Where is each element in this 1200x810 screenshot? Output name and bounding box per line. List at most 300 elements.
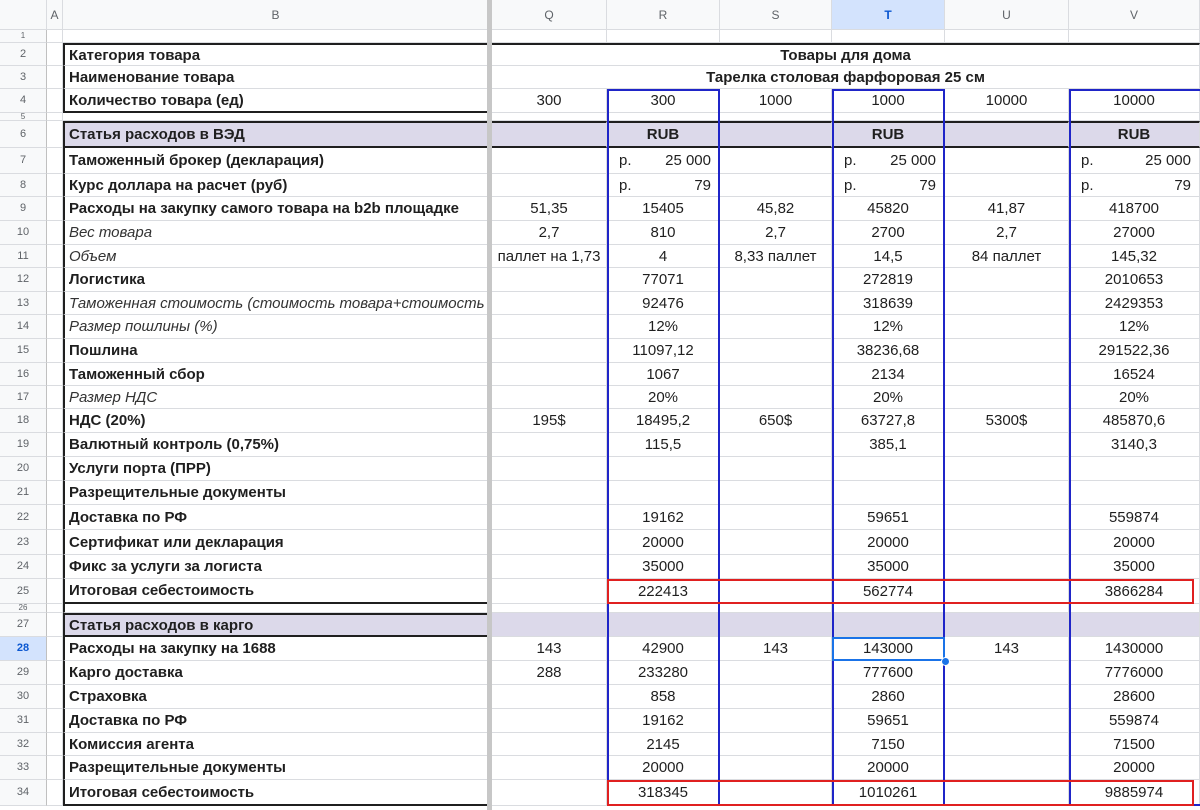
cell-u[interactable] <box>945 709 1069 733</box>
cell-v[interactable]: 2429353 <box>1069 292 1200 315</box>
cell-s[interactable] <box>720 386 832 409</box>
cell-t[interactable]: 562774 <box>832 579 945 604</box>
row-label-cell[interactable]: Фикс за услуги за логиста <box>63 555 489 579</box>
cell-s[interactable] <box>720 457 832 481</box>
row-label-cell[interactable]: НДС (20%) <box>63 409 489 433</box>
cell-s[interactable] <box>720 30 832 43</box>
cell-u[interactable] <box>945 756 1069 780</box>
cell-a[interactable] <box>47 89 63 113</box>
cell-s[interactable] <box>720 685 832 709</box>
cell-u[interactable] <box>945 481 1069 505</box>
cell-q[interactable]: паллет на 1,73 <box>492 245 607 268</box>
cell-q[interactable] <box>492 604 607 613</box>
row-label-cell[interactable] <box>63 604 489 613</box>
cell-a[interactable] <box>47 505 63 530</box>
cell-q[interactable] <box>492 457 607 481</box>
cell-v[interactable]: 9885974 <box>1069 780 1200 806</box>
cell-u[interactable] <box>945 148 1069 174</box>
cell-s[interactable] <box>720 709 832 733</box>
cell-s[interactable] <box>720 121 832 148</box>
cell-a[interactable] <box>47 780 63 806</box>
cell-r[interactable]: 42900 <box>607 637 720 661</box>
row-header-20[interactable]: 20 <box>0 457 47 481</box>
cell-a[interactable] <box>47 604 63 613</box>
row-label-cell[interactable]: Таможенная стоимость (стоимость товара+стоимость <box>63 292 489 315</box>
cell-s[interactable] <box>720 363 832 386</box>
cell-s[interactable] <box>720 315 832 339</box>
cell-q[interactable] <box>492 579 607 604</box>
cell-s[interactable] <box>720 148 832 174</box>
cell-t[interactable]: 12% <box>832 315 945 339</box>
row-header-9[interactable]: 9 <box>0 197 47 221</box>
cell-u[interactable] <box>945 780 1069 806</box>
cell-r[interactable]: 318345 <box>607 780 720 806</box>
row-header-19[interactable]: 19 <box>0 433 47 457</box>
cell-v[interactable]: 71500 <box>1069 733 1200 756</box>
cell-r[interactable]: 19162 <box>607 709 720 733</box>
column-header-s[interactable]: S <box>720 0 832 30</box>
row-header-34[interactable]: 34 <box>0 780 47 806</box>
cell-v[interactable]: 3866284 <box>1069 579 1200 604</box>
cell-u[interactable] <box>945 457 1069 481</box>
cell-q[interactable]: 143 <box>492 637 607 661</box>
cell-u[interactable] <box>945 113 1069 121</box>
cell-t[interactable]: 1000 <box>832 89 945 113</box>
row-label-cell[interactable] <box>63 113 489 121</box>
cell-r[interactable]: 858 <box>607 685 720 709</box>
row-label-cell[interactable]: Логистика <box>63 268 489 292</box>
cell-a[interactable] <box>47 268 63 292</box>
cell-a[interactable] <box>47 685 63 709</box>
row-header-18[interactable]: 18 <box>0 409 47 433</box>
row-header-33[interactable]: 33 <box>0 756 47 780</box>
cell-q[interactable] <box>492 613 607 637</box>
row-header-14[interactable]: 14 <box>0 315 47 339</box>
cell-q[interactable] <box>492 733 607 756</box>
cell-v[interactable] <box>1069 613 1200 637</box>
cell-a[interactable] <box>47 386 63 409</box>
cell-s[interactable] <box>720 661 832 685</box>
cell-a[interactable] <box>47 245 63 268</box>
cell-t[interactable]: 45820 <box>832 197 945 221</box>
column-header-r[interactable]: R <box>607 0 720 30</box>
merged-header-cell[interactable]: Товары для дома <box>492 43 1200 66</box>
cell-u[interactable]: 10000 <box>945 89 1069 113</box>
cell-r[interactable]: 92476 <box>607 292 720 315</box>
cell-s[interactable] <box>720 433 832 457</box>
row-header-23[interactable]: 23 <box>0 530 47 555</box>
cell-r[interactable] <box>607 457 720 481</box>
cell-v[interactable]: 145,32 <box>1069 245 1200 268</box>
row-header-10[interactable]: 10 <box>0 221 47 245</box>
cell-a[interactable] <box>47 363 63 386</box>
cell-t[interactable] <box>832 148 945 174</box>
cell-s[interactable]: 143 <box>720 637 832 661</box>
cell-s[interactable] <box>720 613 832 637</box>
cell-u[interactable] <box>945 433 1069 457</box>
cell-v[interactable]: 27000 <box>1069 221 1200 245</box>
row-label-cell[interactable]: Доставка по РФ <box>63 505 489 530</box>
cell-t[interactable]: 2134 <box>832 363 945 386</box>
cell-r[interactable]: 115,5 <box>607 433 720 457</box>
cell-u[interactable]: 41,87 <box>945 197 1069 221</box>
cell-a[interactable] <box>47 481 63 505</box>
cell-u[interactable] <box>945 661 1069 685</box>
cell-q[interactable] <box>492 339 607 363</box>
cell-u[interactable] <box>945 530 1069 555</box>
row-label-cell[interactable]: Страховка <box>63 685 489 709</box>
cell-q[interactable] <box>492 685 607 709</box>
cell-s[interactable] <box>720 339 832 363</box>
cell-a[interactable] <box>47 339 63 363</box>
cell-s[interactable] <box>720 505 832 530</box>
cell-r[interactable] <box>607 604 720 613</box>
cell-s[interactable] <box>720 113 832 121</box>
row-header-27[interactable]: 27 <box>0 613 47 637</box>
cell-r[interactable]: 20000 <box>607 530 720 555</box>
cell-t[interactable]: 20000 <box>832 530 945 555</box>
cell-q[interactable] <box>492 30 607 43</box>
cell-t[interactable]: 1010261 <box>832 780 945 806</box>
cell-q[interactable] <box>492 481 607 505</box>
cell-a[interactable] <box>47 709 63 733</box>
row-label-cell[interactable]: Комиссия агента <box>63 733 489 756</box>
cell-t[interactable]: 777600 <box>832 661 945 685</box>
cell-q[interactable]: 300 <box>492 89 607 113</box>
cell-r[interactable]: 35000 <box>607 555 720 579</box>
cell-s[interactable]: 650$ <box>720 409 832 433</box>
cell-a[interactable] <box>47 555 63 579</box>
cell-a[interactable] <box>47 148 63 174</box>
cell-a[interactable] <box>47 43 63 66</box>
cell-s[interactable] <box>720 555 832 579</box>
cell-q[interactable] <box>492 113 607 121</box>
row-header-6[interactable]: 6 <box>0 121 47 148</box>
row-header-24[interactable]: 24 <box>0 555 47 579</box>
row-label-cell[interactable] <box>63 30 489 43</box>
cell-s[interactable]: 8,33 паллет <box>720 245 832 268</box>
frozen-columns-divider[interactable] <box>487 0 492 810</box>
cell-v[interactable]: 28600 <box>1069 685 1200 709</box>
row-label-cell[interactable]: Расходы на закупку на 1688 <box>63 637 489 661</box>
cell-t[interactable]: 20% <box>832 386 945 409</box>
cell-s[interactable] <box>720 268 832 292</box>
cell-t[interactable]: 385,1 <box>832 433 945 457</box>
cell-v[interactable]: 12% <box>1069 315 1200 339</box>
cell-r[interactable]: RUB <box>607 121 720 148</box>
row-header-2[interactable]: 2 <box>0 43 47 66</box>
cell-u[interactable] <box>945 604 1069 613</box>
cell-v[interactable] <box>1069 174 1200 197</box>
row-label-cell[interactable]: Сертификат или декларация <box>63 530 489 555</box>
row-header-32[interactable]: 32 <box>0 733 47 756</box>
cell-r[interactable]: 2145 <box>607 733 720 756</box>
cell-v[interactable] <box>1069 113 1200 121</box>
cell-q[interactable] <box>492 505 607 530</box>
cell-u[interactable]: 5300$ <box>945 409 1069 433</box>
cell-u[interactable] <box>945 315 1069 339</box>
cell-u[interactable] <box>945 339 1069 363</box>
cell-a[interactable] <box>47 579 63 604</box>
cell-v[interactable]: 418700 <box>1069 197 1200 221</box>
cell-s[interactable] <box>720 481 832 505</box>
cell-v[interactable]: 20% <box>1069 386 1200 409</box>
cell-r[interactable]: 12% <box>607 315 720 339</box>
cell-a[interactable] <box>47 613 63 637</box>
cell-u[interactable]: 84 паллет <box>945 245 1069 268</box>
cell-u[interactable] <box>945 30 1069 43</box>
cell-v[interactable]: 10000 <box>1069 89 1200 113</box>
cell-v[interactable]: 20000 <box>1069 756 1200 780</box>
row-label-cell[interactable]: Пошлина <box>63 339 489 363</box>
cell-t[interactable]: 63727,8 <box>832 409 945 433</box>
column-header-u[interactable]: U <box>945 0 1069 30</box>
cell-r[interactable] <box>607 481 720 505</box>
cell-q[interactable] <box>492 530 607 555</box>
cell-v[interactable] <box>1069 30 1200 43</box>
row-header-5[interactable]: 5 <box>0 113 47 121</box>
row-label-cell[interactable]: Статья расходов в ВЭД <box>63 121 489 148</box>
row-label-cell[interactable]: Курс доллара на расчет (руб) <box>63 174 489 197</box>
row-header-11[interactable]: 11 <box>0 245 47 268</box>
cell-t[interactable]: 59651 <box>832 505 945 530</box>
row-label-cell[interactable]: Итоговая себестоимость <box>63 579 489 604</box>
cell-s[interactable] <box>720 174 832 197</box>
row-label-cell[interactable]: Вес товара <box>63 221 489 245</box>
row-label-cell[interactable]: Таможенный брокер (декларация) <box>63 148 489 174</box>
cell-r[interactable] <box>607 113 720 121</box>
cell-s[interactable]: 1000 <box>720 89 832 113</box>
row-header-30[interactable]: 30 <box>0 685 47 709</box>
row-header-4[interactable]: 4 <box>0 89 47 113</box>
cell-a[interactable] <box>47 530 63 555</box>
cell-a[interactable] <box>47 733 63 756</box>
cell-v[interactable] <box>1069 481 1200 505</box>
cell-s[interactable]: 2,7 <box>720 221 832 245</box>
row-label-cell[interactable]: Услуги порта (ПРР) <box>63 457 489 481</box>
cell-v[interactable]: 559874 <box>1069 505 1200 530</box>
row-label-cell[interactable]: Доставка по РФ <box>63 709 489 733</box>
cell-r[interactable]: 20% <box>607 386 720 409</box>
row-header-16[interactable]: 16 <box>0 363 47 386</box>
cell-r[interactable]: 77071 <box>607 268 720 292</box>
cell-q[interactable]: 195$ <box>492 409 607 433</box>
row-label-cell[interactable]: Размер НДС <box>63 386 489 409</box>
row-label-cell[interactable]: Разрещительные документы <box>63 756 489 780</box>
cell-v[interactable] <box>1069 148 1200 174</box>
cell-a[interactable] <box>47 221 63 245</box>
cell-q[interactable] <box>492 780 607 806</box>
cell-t[interactable]: 2860 <box>832 685 945 709</box>
column-header-b[interactable]: B <box>63 0 489 30</box>
cell-r[interactable]: 11097,12 <box>607 339 720 363</box>
cell-t[interactable]: 14,5 <box>832 245 945 268</box>
cell-u[interactable] <box>945 685 1069 709</box>
cell-t[interactable] <box>832 613 945 637</box>
column-header-a[interactable]: A <box>47 0 63 30</box>
cell-u[interactable] <box>945 174 1069 197</box>
cell-r[interactable]: 4 <box>607 245 720 268</box>
row-header-26[interactable]: 26 <box>0 604 47 613</box>
cell-t[interactable]: 2700 <box>832 221 945 245</box>
cell-s[interactable] <box>720 579 832 604</box>
cell-v[interactable]: 1430000 <box>1069 637 1200 661</box>
cell-u[interactable] <box>945 121 1069 148</box>
cell-u[interactable] <box>945 613 1069 637</box>
cell-a[interactable] <box>47 66 63 89</box>
cell-t[interactable]: 59651 <box>832 709 945 733</box>
cell-q[interactable]: 288 <box>492 661 607 685</box>
cell-u[interactable] <box>945 292 1069 315</box>
cell-u[interactable] <box>945 386 1069 409</box>
cell-q[interactable] <box>492 121 607 148</box>
cell-v[interactable]: 291522,36 <box>1069 339 1200 363</box>
cell-r[interactable]: 300 <box>607 89 720 113</box>
fill-handle[interactable] <box>941 657 950 666</box>
cell-t[interactable]: 318639 <box>832 292 945 315</box>
cell-a[interactable] <box>47 756 63 780</box>
column-header-v[interactable]: V <box>1069 0 1200 30</box>
cell-a[interactable] <box>47 113 63 121</box>
row-header-22[interactable]: 22 <box>0 505 47 530</box>
cell-s[interactable] <box>720 756 832 780</box>
cell-v[interactable]: 559874 <box>1069 709 1200 733</box>
cell-r[interactable]: 20000 <box>607 756 720 780</box>
cell-r[interactable] <box>607 174 720 197</box>
cell-u[interactable]: 2,7 <box>945 221 1069 245</box>
cell-v[interactable]: 2010653 <box>1069 268 1200 292</box>
cell-s[interactable] <box>720 292 832 315</box>
row-header-21[interactable]: 21 <box>0 481 47 505</box>
cell-v[interactable]: 16524 <box>1069 363 1200 386</box>
cell-a[interactable] <box>47 433 63 457</box>
row-label-cell[interactable]: Расходы на закупку самого товара на b2b площадке <box>63 197 489 221</box>
row-header-8[interactable]: 8 <box>0 174 47 197</box>
cell-u[interactable] <box>945 579 1069 604</box>
cell-u[interactable]: 143 <box>945 637 1069 661</box>
row-header-13[interactable]: 13 <box>0 292 47 315</box>
row-label-cell[interactable]: Итоговая себестоимость <box>63 780 489 806</box>
cell-q[interactable] <box>492 363 607 386</box>
cell-q[interactable] <box>492 386 607 409</box>
cell-q[interactable]: 2,7 <box>492 221 607 245</box>
cell-r[interactable]: 15405 <box>607 197 720 221</box>
row-label-cell[interactable]: Карго доставка <box>63 661 489 685</box>
cell-t[interactable] <box>832 174 945 197</box>
cell-t[interactable] <box>832 457 945 481</box>
cell-r[interactable]: 1067 <box>607 363 720 386</box>
row-header-28[interactable]: 28 <box>0 637 47 661</box>
row-label-cell[interactable]: Разрещительные документы <box>63 481 489 505</box>
row-header-17[interactable]: 17 <box>0 386 47 409</box>
cell-t[interactable] <box>832 113 945 121</box>
row-label-cell[interactable]: Наименование товара <box>63 66 489 89</box>
column-header-t[interactable]: T <box>832 0 945 30</box>
cell-q[interactable] <box>492 148 607 174</box>
cell-t[interactable]: 272819 <box>832 268 945 292</box>
cell-q[interactable] <box>492 315 607 339</box>
cell-t[interactable]: 38236,68 <box>832 339 945 363</box>
cell-a[interactable] <box>47 197 63 221</box>
cell-u[interactable] <box>945 505 1069 530</box>
cell-r[interactable]: 222413 <box>607 579 720 604</box>
cell-v[interactable]: 3140,3 <box>1069 433 1200 457</box>
row-label-cell[interactable]: Статья расходов в карго <box>63 613 489 637</box>
cell-s[interactable] <box>720 733 832 756</box>
row-header-1[interactable]: 1 <box>0 30 47 43</box>
cell-a[interactable] <box>47 292 63 315</box>
cell-r[interactable] <box>607 148 720 174</box>
cell-q[interactable] <box>492 756 607 780</box>
row-label-cell[interactable]: Категория товара <box>63 43 489 66</box>
cell-u[interactable] <box>945 268 1069 292</box>
cell-s[interactable] <box>720 604 832 613</box>
row-header-3[interactable]: 3 <box>0 66 47 89</box>
cell-t[interactable]: 20000 <box>832 756 945 780</box>
cell-t[interactable]: RUB <box>832 121 945 148</box>
cell-a[interactable] <box>47 121 63 148</box>
cell-a[interactable] <box>47 174 63 197</box>
row-label-cell[interactable]: Таможенный сбор <box>63 363 489 386</box>
cell-v[interactable] <box>1069 457 1200 481</box>
row-header-15[interactable]: 15 <box>0 339 47 363</box>
cell-u[interactable] <box>945 555 1069 579</box>
cell-r[interactable]: 233280 <box>607 661 720 685</box>
cell-v[interactable]: 485870,6 <box>1069 409 1200 433</box>
cell-t[interactable]: 35000 <box>832 555 945 579</box>
cell-u[interactable] <box>945 733 1069 756</box>
row-header-7[interactable]: 7 <box>0 148 47 174</box>
select-all-corner[interactable] <box>0 0 47 30</box>
cell-q[interactable]: 51,35 <box>492 197 607 221</box>
cell-a[interactable] <box>47 409 63 433</box>
row-header-29[interactable]: 29 <box>0 661 47 685</box>
cell-a[interactable] <box>47 637 63 661</box>
cell-a[interactable] <box>47 661 63 685</box>
row-header-12[interactable]: 12 <box>0 268 47 292</box>
cell-t[interactable]: 7150 <box>832 733 945 756</box>
cell-a[interactable] <box>47 315 63 339</box>
cell-u[interactable] <box>945 363 1069 386</box>
cell-q[interactable] <box>492 292 607 315</box>
cell-s[interactable] <box>720 530 832 555</box>
cell-q[interactable] <box>492 174 607 197</box>
row-label-cell[interactable]: Объем <box>63 245 489 268</box>
cell-t[interactable] <box>832 481 945 505</box>
cell-a[interactable] <box>47 457 63 481</box>
cell-q[interactable] <box>492 268 607 292</box>
row-label-cell[interactable]: Валютный контроль (0,75%) <box>63 433 489 457</box>
cell-v[interactable] <box>1069 604 1200 613</box>
cell-t[interactable] <box>832 30 945 43</box>
row-label-cell[interactable]: Размер пошлины (%) <box>63 315 489 339</box>
cell-q[interactable] <box>492 555 607 579</box>
row-header-31[interactable]: 31 <box>0 709 47 733</box>
cell-v[interactable]: RUB <box>1069 121 1200 148</box>
cell-r[interactable]: 18495,2 <box>607 409 720 433</box>
cell-t[interactable]: 143000 <box>832 637 945 661</box>
cell-r[interactable] <box>607 30 720 43</box>
cell-q[interactable] <box>492 433 607 457</box>
cell-v[interactable]: 7776000 <box>1069 661 1200 685</box>
cell-q[interactable] <box>492 709 607 733</box>
row-header-25[interactable]: 25 <box>0 579 47 604</box>
merged-header-cell[interactable]: Тарелка столовая фарфоровая 25 см <box>492 66 1200 89</box>
cell-r[interactable] <box>607 613 720 637</box>
row-label-cell[interactable]: Количество товара (ед) <box>63 89 489 113</box>
cell-r[interactable]: 19162 <box>607 505 720 530</box>
cell-a[interactable] <box>47 30 63 43</box>
